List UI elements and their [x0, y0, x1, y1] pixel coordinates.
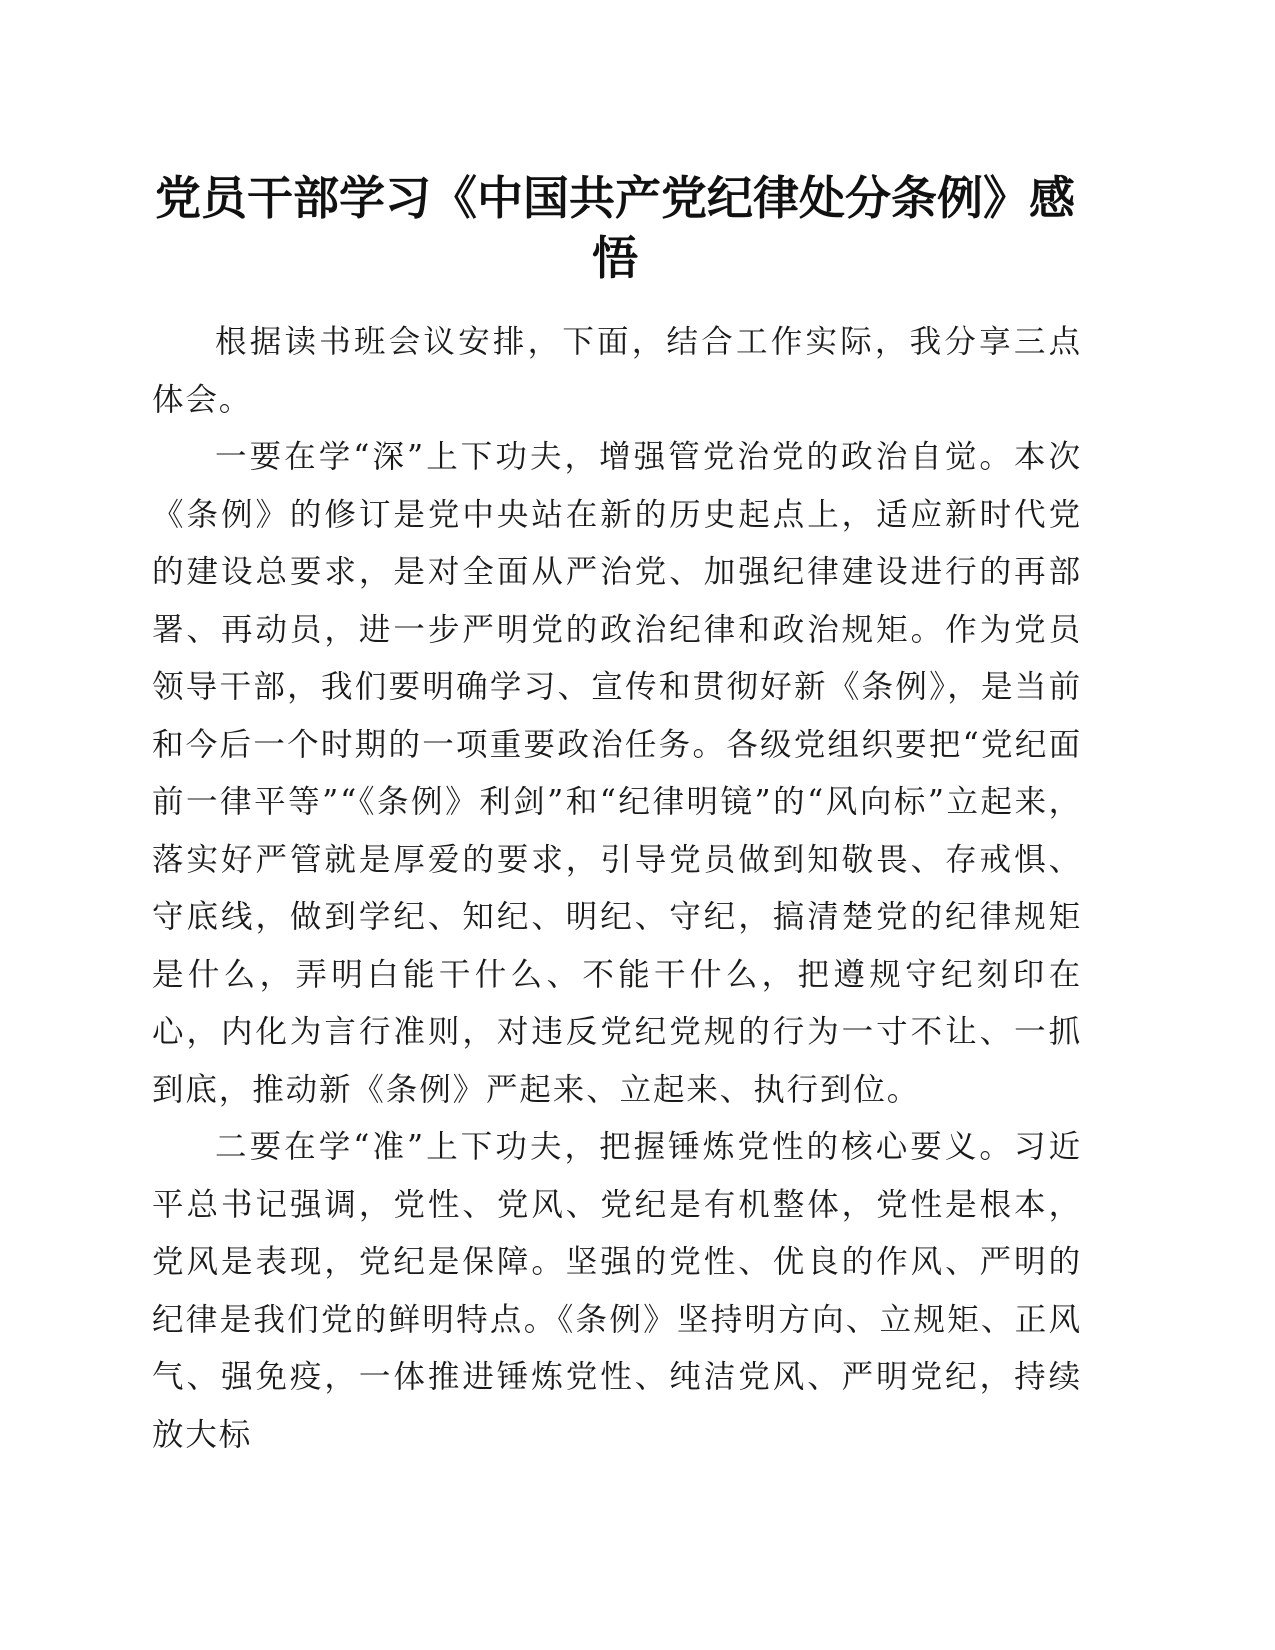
- document-body: [152, 314, 1082, 1464]
- document-title: 党员干部学习《中国共产党纪律处分条例》感悟: [155, 171, 1075, 285]
- paragraph-point-two: 二要在学“准”上下功夫，把握锤炼党性的核心要义。习近平总书记强调，党性、党风、党纪是有机整体，党性是根本，党风是表现，党纪是保障。坚强的党性、优良的作风、严明的纪律是我们党的鲜明特点。《条例》坚持明方向、立规矩、正风气、强免疫，一体推进锤炼党性、纯洁党风、严明党纪，持续放大标: [152, 1129, 1082, 1453]
- paragraph-intro: 根据读书班会议安排，下面，结合工作实际，我分享三点体会。: [152, 324, 1082, 418]
- paragraph-point-one: 一要在学“深”上下功夫，增强管党治党的政治自觉。本次《条例》的修订是党中央站在新的历史起点上，适应新时代党的建设总要求，是对全面从严治党、加强纪律建设进行的再部署、再动员，进一步严明党的政治纪律和政治规矩。作为党员领导干部，我们要明确学习、宣传和贯彻好新《条例》，是当前和今后一个时期的一项重要政治任务。各级党组织要把“党纪面前一律平等”“《条例》利剑”和“纪律明镜”的“风向标”立起来，落实好严管就是厚爱的要求，引导党员做到知敬畏、存戒惧、守底线，做到学纪、知纪、明纪、守纪，搞清楚党的纪律规矩是什么，弄明白能干什么、不能干什么，把遵规守纪刻印在心，内化为言行准则，对违反党纪党规的行为一寸不让、一抓到底，推动新《条例》严起来、立起来、执行到位。: [152, 439, 1082, 1108]
